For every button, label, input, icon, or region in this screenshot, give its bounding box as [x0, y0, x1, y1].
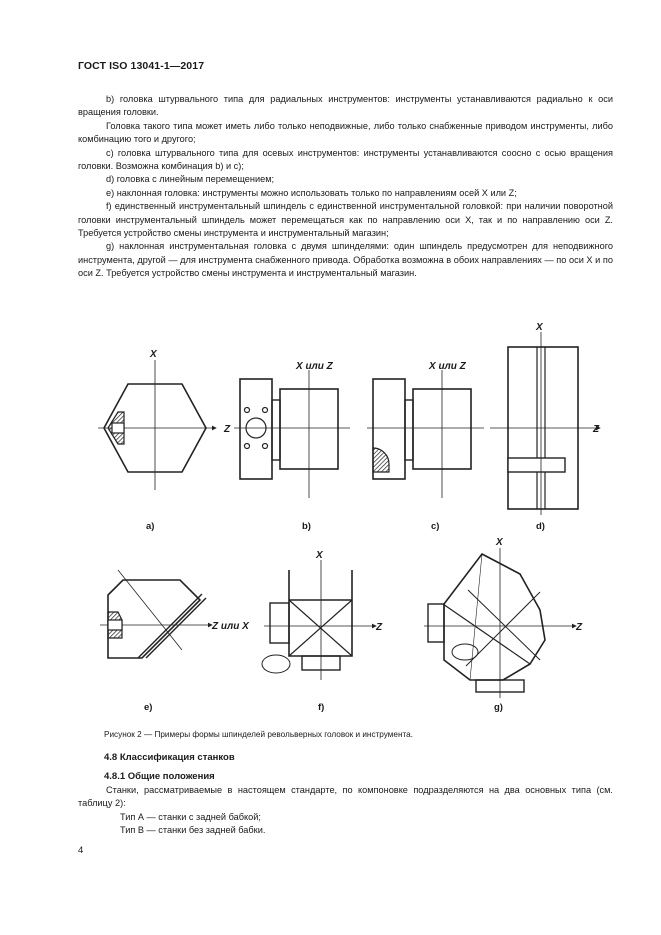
section-intro: Станки, рассматриваемые в настоящем стандарте, по компоновке подразделяются на два основных типа (см. таблицу 2):	[78, 785, 613, 809]
axis-label-z-a: Z	[224, 424, 231, 435]
diagram-c	[367, 370, 484, 498]
diagram-g	[424, 548, 576, 698]
paragraph-d: d) головка с линейным перемещением;	[106, 174, 275, 185]
label-d: d)	[536, 521, 545, 532]
axis-label-x-g: X	[496, 537, 503, 548]
label-a: a)	[146, 521, 155, 532]
paragraph-g: g) наклонная инструментальная головка с двумя шпинделями: один шпиндель предусмотрен для неподвижного инструмента, другой — для инструмента снабженного привода. Обработка возможна в обоих направлениях — по оси X и по оси Z. Требуется устройство смены инструмента и инструментальный магазин.	[78, 241, 613, 279]
axis-label-xz-c: X или Z	[429, 361, 466, 372]
diagram-f	[262, 560, 376, 680]
diagram-d	[490, 332, 600, 515]
paragraph-b: b) головка штурвального типа для радиальных инструментов: инструменты устанавливаются радиально к оси вращения головки.	[78, 94, 613, 118]
subsection-heading: 4.8.1 Общие положения	[104, 771, 215, 782]
type-b-item: Тип В — станки без задней бабки.	[120, 825, 266, 836]
label-b: b)	[302, 521, 311, 532]
diagram-e	[100, 570, 212, 658]
figure-caption: Рисунок 2 — Примеры формы шпинделей револьверных головок и инструмента.	[104, 730, 413, 739]
label-e: e)	[144, 702, 153, 713]
paragraph-e: e) наклонная головка: инструменты можно использовать только по направлениям осей X или Z;	[106, 187, 517, 198]
label-c: c)	[431, 521, 440, 532]
diagram-a	[98, 360, 216, 490]
axis-label-x-d: X	[536, 322, 543, 333]
diagram-b	[234, 370, 350, 498]
axis-label-x-a: X	[150, 349, 157, 360]
paragraph-b-note: Головка такого типа может иметь либо только неподвижные, либо только снабженные приводом инструменты, либо комбинацию того и другого;	[78, 120, 613, 145]
axis-label-zx-e: Z или X	[212, 621, 249, 632]
label-f: f)	[318, 702, 325, 713]
axis-label-z-f: Z	[376, 622, 383, 633]
label-g: g)	[494, 702, 503, 713]
paragraph-f: f) единственный инструментальный шпиндель с единственной инструментальной головкой: при наличии поворотной головки инструментальный шпиндель может перемещаться как по направлению оси X, так и по направлению оси Z. Требуется устройство смены инструмента и инструментальный магазин;	[78, 201, 613, 239]
axis-label-z-g: Z	[576, 622, 583, 633]
axis-label-xz-b: X или Z	[296, 361, 333, 372]
axis-label-x-f: X	[316, 550, 323, 561]
section-heading: 4.8 Классификация станков	[104, 752, 235, 763]
axis-label-z-d: Z	[593, 424, 600, 435]
type-a-item: Тип А — станки с задней бабкой;	[120, 811, 261, 822]
document-header: ГОСТ ISO 13041-1—2017	[78, 60, 205, 72]
section-text	[78, 784, 613, 838]
paragraph-c: c) головка штурвального типа для осевых инструментов: инструменты устанавливаются соосно с осью вращения головки. Возможна комбинация b) и c);	[78, 147, 613, 172]
page-number: 4	[78, 845, 84, 856]
